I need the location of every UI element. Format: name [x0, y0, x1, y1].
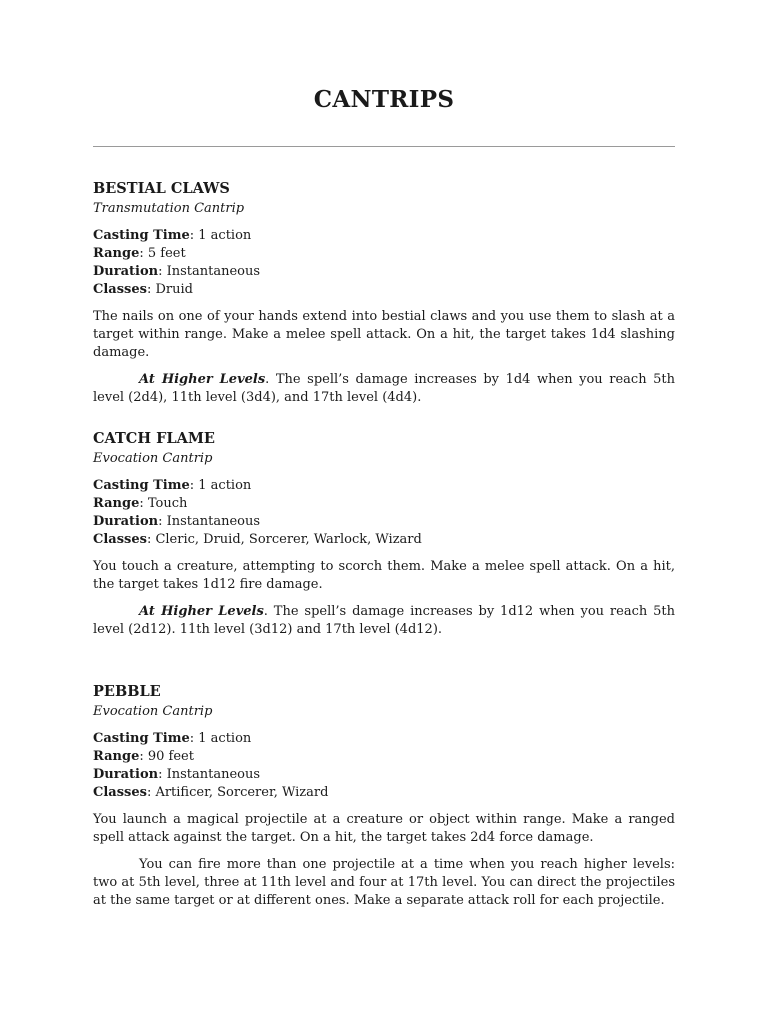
spell-school: Evocation Cantrip [93, 451, 213, 466]
casting-time-line [93, 730, 675, 748]
higher-levels-text: . The spell’s damage increases by 1d4 when you reach 5th level (2d4), 11th level (3d4), and 17th level (4d4). [93, 372, 675, 405]
casting-time-value: : 1 action [189, 731, 252, 746]
casting-time-label: Casting Time [93, 228, 190, 243]
duration-line [93, 766, 675, 784]
range-line [93, 495, 675, 513]
spell-extra-paragraph: You can fire more than one projectile at a time when you reach higher levels: two at 5th level, three at 11th level and four at 17th level. You can direct the projectiles at the same target or at different ones. Make a separate attack roll for each projectile. [93, 857, 675, 908]
range-line [93, 245, 675, 263]
classes-line [93, 784, 675, 802]
duration-label: Duration [93, 264, 159, 279]
duration-value: : Instantaneous [158, 767, 261, 782]
classes-label: Classes [93, 282, 147, 297]
range-value: : 5 feet [139, 246, 186, 261]
casting-time-label: Casting Time [93, 478, 190, 493]
higher-levels-paragraph [93, 603, 675, 639]
spell-description: You touch a creature, attempting to scorch them. Make a melee spell attack. On a hit, the target takes 1d12 fire damage. [93, 559, 675, 592]
classes-label: Classes [93, 532, 147, 547]
title-divider [93, 146, 675, 147]
casting-time-label: Casting Time [93, 731, 190, 746]
spell-catch-flame [93, 429, 675, 639]
higher-levels-paragraph [93, 371, 675, 407]
higher-levels-text: . The spell’s damage increases by 1d12 when you reach 5th level (2d12). 11th level (3d12) and 17th level (4d12). [93, 604, 675, 637]
range-label: Range [93, 749, 140, 764]
casting-time-value: : 1 action [189, 478, 252, 493]
casting-time-line [93, 227, 675, 245]
duration-label: Duration [93, 514, 159, 529]
casting-time-value: : 1 action [189, 228, 252, 243]
casting-time-line [93, 477, 675, 495]
duration-value: : Instantaneous [158, 264, 261, 279]
classes-line [93, 281, 675, 299]
page-title: CANTRIPS [313, 86, 455, 113]
range-line [93, 748, 675, 766]
spell-school: Transmutation Cantrip [93, 201, 245, 216]
spell-pebble [93, 682, 675, 910]
classes-label: Classes [93, 785, 147, 800]
duration-value: : Instantaneous [158, 514, 261, 529]
classes-value: : Cleric, Druid, Sorcerer, Warlock, Wizard [146, 532, 422, 547]
range-label: Range [93, 246, 140, 261]
classes-value: : Druid [146, 282, 193, 297]
range-label: Range [93, 496, 140, 511]
spell-name: CATCH FLAME [93, 430, 215, 447]
duration-label: Duration [93, 767, 159, 782]
spell-description: You launch a magical projectile at a creature or object within range. Make a ranged spell attack against the target. On a hit, the target takes 2d4 force damage. [93, 812, 675, 845]
higher-levels-label: At Higher Levels [139, 604, 264, 619]
spell-description: The nails on one of your hands extend into bestial claws and you use them to slash at a target within range. Make a melee spell attack. On a hit, the target takes 1d4 slashing damage. [93, 309, 675, 360]
spell-bestial-claws [93, 179, 675, 407]
classes-line [93, 531, 675, 549]
duration-line [93, 263, 675, 281]
spell-name: BESTIAL CLAWS [93, 180, 230, 197]
range-value: : 90 feet [139, 749, 194, 764]
higher-levels-label: At Higher Levels [139, 372, 266, 387]
duration-line [93, 513, 675, 531]
spell-name: PEBBLE [93, 683, 161, 700]
spell-school: Evocation Cantrip [93, 704, 213, 719]
range-value: : Touch [139, 496, 188, 511]
classes-value: : Artificer, Sorcerer, Wizard [146, 785, 329, 800]
